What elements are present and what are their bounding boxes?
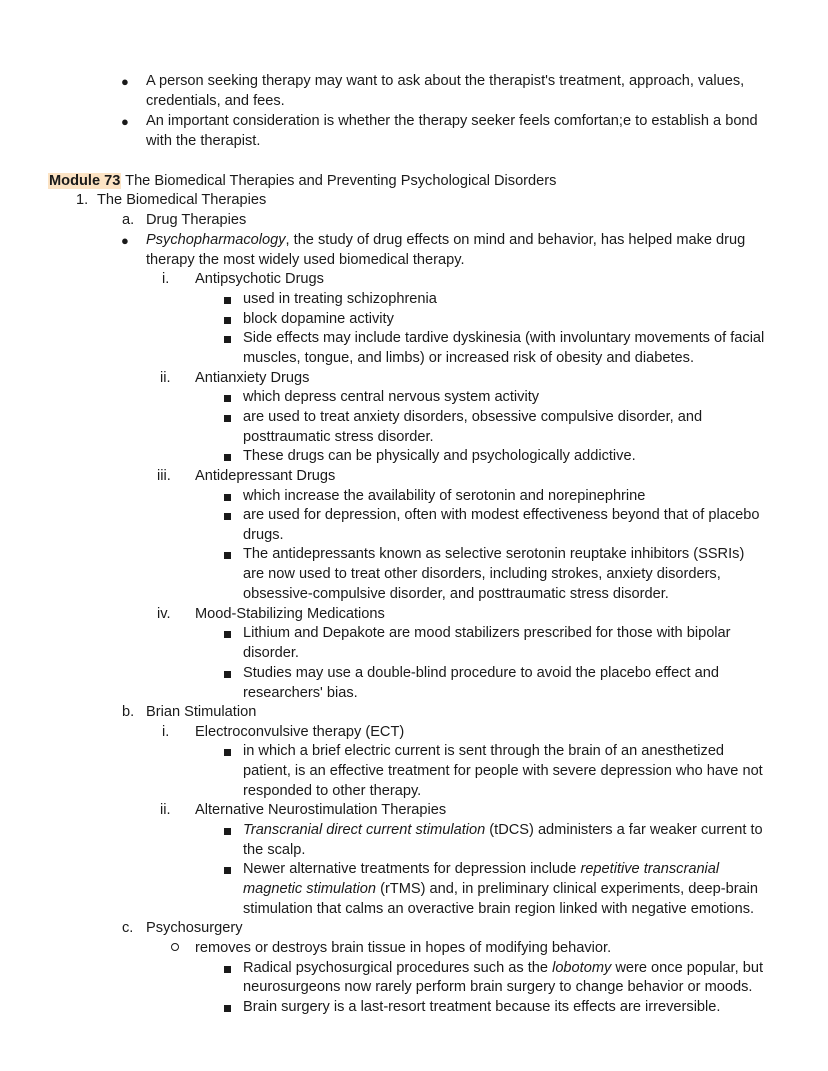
module-heading [48, 172, 556, 192]
tdcs-term: Transcranial direct current stimulation [243, 822, 486, 838]
newer-line-1 [243, 860, 719, 880]
radical-text-2: were once popular, but [611, 960, 764, 976]
circle-bullet-icon [171, 943, 179, 951]
tdcs-line-2: the scalp. [243, 842, 306, 858]
rtms-term-2: magnetic stimulation [243, 881, 377, 897]
intro-bullet-1-line-2: credentials, and fees. [146, 93, 285, 109]
module-label: Module 73 [49, 173, 121, 189]
square-bullet-icon [224, 828, 231, 835]
drug-2-item-1: which depress central nervous system activity [243, 389, 540, 405]
ect-item-line-1: in which a brief electric current is sent through the brain of an anesthetized [243, 743, 725, 759]
subsection-c-title: Psychosurgery [146, 920, 243, 936]
brain-surgery-line: Brain surgery is a last-resort treatment because its effects are irreversible. [243, 999, 721, 1015]
bullet-icon: ● [121, 74, 129, 89]
drug-2-item-2-line-2: posttraumatic stress disorder. [243, 429, 434, 445]
drug-4-title: Mood-Stabilizing Medications [195, 606, 385, 622]
tdcs-text: (tDCS) administers a far weaker current to [485, 822, 763, 838]
square-bullet-icon [224, 1005, 231, 1012]
drug-3-item-2-line-1: are used for depression, often with modest effectiveness beyond that of placebo [243, 507, 760, 523]
subsection-a-title: Drug Therapies [146, 212, 247, 228]
drug-1-item-3-line-2: muscles, tongue, and limbs) or increased risk of obesity and diabetes. [243, 350, 695, 366]
square-bullet-icon [224, 336, 231, 343]
drug-2-title: Antianxiety Drugs [195, 370, 310, 386]
intro-bullet-2-line-1: An important consideration is whether the therapy seeker feels comfortan;e to establish a bond [146, 113, 758, 129]
subsection-b-title: Brian Stimulation [146, 704, 257, 720]
square-bullet-icon [224, 395, 231, 402]
alt-marker: ii. [160, 802, 171, 818]
radical-line-2: neurosurgeons now rarely perform brain surgery to change behavior or moods. [243, 979, 753, 995]
subsection-a-marker: a. [122, 212, 135, 228]
square-bullet-icon [224, 513, 231, 520]
drug-1-marker: i. [162, 271, 170, 287]
ect-item-line-2: patient, is an effective treatment for people with severe depression who have not [243, 763, 763, 779]
square-bullet-icon [224, 552, 231, 559]
tdcs-line-1 [243, 821, 763, 841]
bullet-icon: ● [121, 114, 129, 129]
intro-bullet-1-line-1: A person seeking therapy may want to ask about the therapist's treatment, approach, values, [146, 73, 745, 89]
drug-2-marker: ii. [160, 370, 171, 386]
drug-2-item-3: These drugs can be physically and psychologically addictive. [243, 448, 636, 464]
square-bullet-icon [224, 454, 231, 461]
ect-item-line-3: responded to other therapy. [243, 783, 422, 799]
subsection-c-marker: c. [122, 920, 134, 936]
bullet-icon: ● [121, 233, 129, 248]
drug-1-title: Antipsychotic Drugs [195, 271, 324, 287]
section-title: The Biomedical Therapies [97, 192, 267, 208]
radical-line-1 [243, 959, 763, 979]
drug-4-item-1-line-1: Lithium and Depakote are mood stabilizers prescribed for those with bipolar [243, 625, 731, 641]
drug-4-item-2-line-2: researchers' bias. [243, 685, 358, 701]
square-bullet-icon [224, 415, 231, 422]
subsection-b-marker: b. [122, 704, 135, 720]
rtms-term-1: repetitive transcranial [580, 861, 720, 877]
lobotomy-term: lobotomy [552, 960, 612, 976]
newer-text: Newer alternative treatments for depression include [243, 861, 581, 877]
radical-text: Radical psychosurgical procedures such as the [243, 960, 553, 976]
drug-1-item-3-line-1: Side effects may include tardive dyskinesia (with involuntary movements of facial [243, 330, 765, 346]
drug-3-marker: iii. [157, 468, 171, 484]
module-title: The Biomedical Therapies and Preventing Psychological Disorders [125, 173, 557, 189]
section-number: 1. [76, 192, 89, 208]
drug-4-item-1-line-2: disorder. [243, 645, 299, 661]
drug-3-item-3-line-1: The antidepressants known as selective serotonin reuptake inhibitors (SSRIs) [243, 546, 745, 562]
psychopharmacology-term: Psychopharmacology [146, 232, 286, 248]
square-bullet-icon [224, 317, 231, 324]
drug-3-item-3-line-3: obsessive-compulsive disorder, and posttraumatic stress disorder. [243, 586, 669, 602]
drug-1-item-2: block dopamine activity [243, 311, 394, 327]
square-bullet-icon [224, 671, 231, 678]
drug-3-item-3-line-2: are now used to treat other disorders, including strokes, anxiety disorders, [243, 566, 721, 582]
newer-text-2: (rTMS) and, in preliminary clinical experiments, deep-brain [376, 881, 759, 897]
psychopharmacology-line-1 [146, 231, 745, 251]
psychosurgery-item: removes or destroys brain tissue in hopes of modifying behavior. [195, 940, 612, 956]
drug-4-marker: iv. [157, 606, 171, 622]
psychopharmacology-line-2: therapy the most widely used biomedical therapy. [146, 252, 465, 268]
square-bullet-icon [224, 631, 231, 638]
drug-1-item-1: used in treating schizophrenia [243, 291, 437, 307]
intro-bullet-2-line-2: with the therapist. [146, 133, 261, 149]
alt-title: Alternative Neurostimulation Therapies [195, 802, 447, 818]
square-bullet-icon [224, 867, 231, 874]
square-bullet-icon [224, 966, 231, 973]
drug-3-item-1: which increase the availability of serotonin and norepinephrine [243, 488, 646, 504]
ect-title: Electroconvulsive therapy (ECT) [195, 724, 405, 740]
ect-marker: i. [162, 724, 170, 740]
newer-line-3: stimulation that calms an overactive brain region linked with negative emotions. [243, 901, 755, 917]
square-bullet-icon [224, 494, 231, 501]
drug-3-title: Antidepressant Drugs [195, 468, 336, 484]
newer-line-2 [243, 880, 758, 900]
drug-2-item-2-line-1: are used to treat anxiety disorders, obsessive compulsive disorder, and [243, 409, 703, 425]
drug-4-item-2-line-1: Studies may use a double-blind procedure to avoid the placebo effect and [243, 665, 719, 681]
square-bullet-icon [224, 297, 231, 304]
square-bullet-icon [224, 749, 231, 756]
psychopharmacology-text: , the study of drug effects on mind and behavior, has helped make drug [285, 232, 746, 248]
drug-3-item-2-line-2: drugs. [243, 527, 284, 543]
